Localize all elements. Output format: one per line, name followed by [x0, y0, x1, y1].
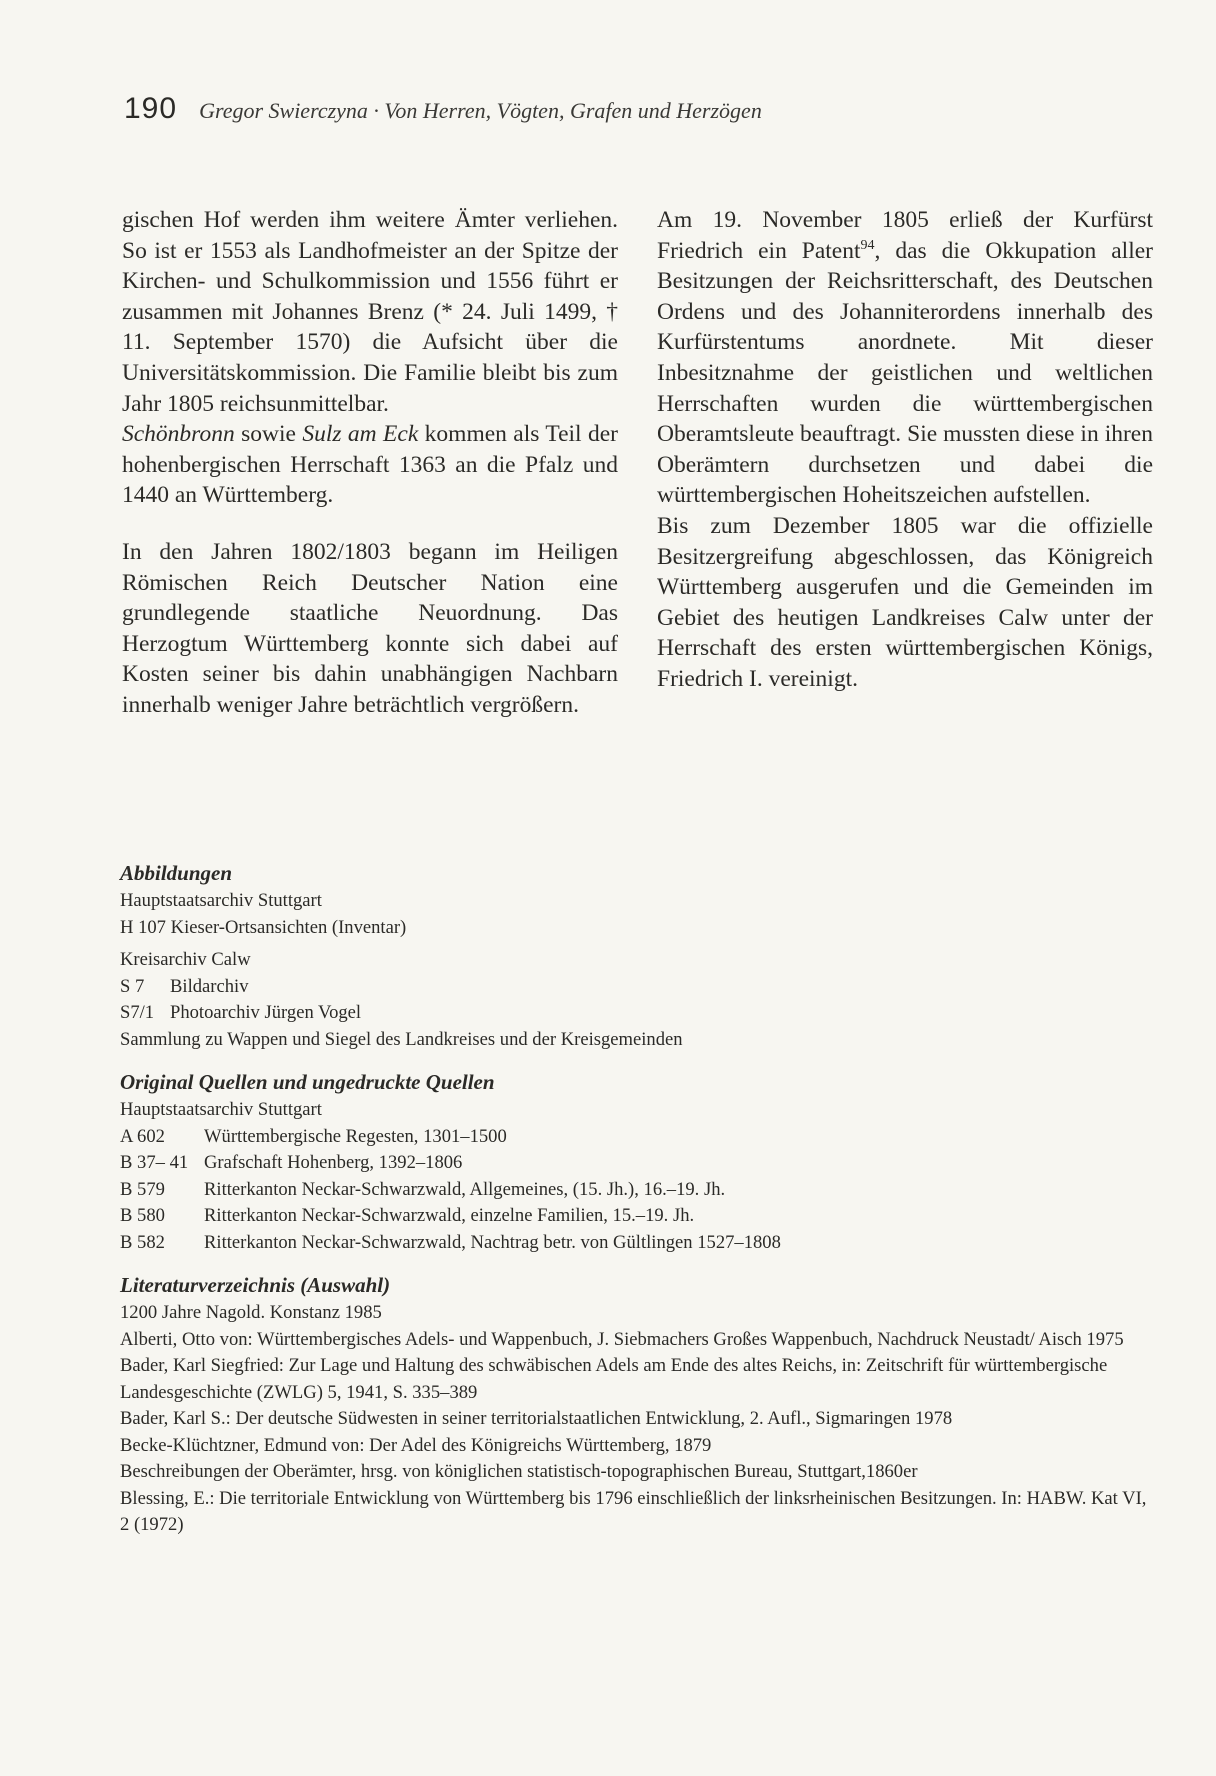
page-number: 190: [124, 92, 178, 125]
right-column: [657, 205, 1153, 695]
abbildungen-heading: Abbildungen: [120, 861, 233, 885]
place-schoenbronn: Schönbronn: [122, 421, 235, 448]
paragraph-text: , das die Okkupation aller Besitzungen der Reichsritterschaft, des Deutschen Ordens und des Johanniterordens innerhalb des Kurfürstentums anordnete. Mit dieser Inbesitznahme der geistlichen und weltlichen Herrschaften wurden die württembergischen Oberamtsleute beauftragt. Sie mussten diese in ihren Oberämtern durchsetzen und dabei die württembergischen Hoheitszeichen aufstellen.: [657, 237, 1153, 509]
entry-text: Bildarchiv: [170, 975, 249, 997]
entry-text: Photoarchiv Jürgen Vogel: [170, 1002, 362, 1023]
entry-code: A 602: [120, 1125, 165, 1147]
place-sulz-am-eck: Sulz am Eck: [302, 421, 419, 448]
literature-entry: Blessing, E.: Die territoriale Entwicklung von Württemberg bis 1796 einschließlich der linksrheinischen Besitzungen. In: HABW. Kat VI, 2 (1972): [120, 1487, 1147, 1535]
running-title: Gregor Swierczyna · Von Herren, Vögten, Grafen und Herzögen: [199, 98, 762, 123]
archive-entry: [120, 915, 1160, 942]
entry-code: S 7: [120, 975, 145, 997]
archive-line: Hauptstaatsarchiv Stuttgart: [120, 1099, 322, 1120]
paragraph-text: Am 19. November 1805 erließ der Kurfürst Friedrich ein Patent: [657, 207, 1153, 264]
literatur-heading: Literaturverzeichnis (Auswahl): [120, 1273, 391, 1297]
running-header: [124, 92, 762, 126]
right-paragraph-1: [657, 205, 1153, 511]
entry-text: Württembergische Regesten, 1301–1500: [204, 1125, 507, 1147]
archive-entry: [120, 974, 1160, 1001]
literature-entry: Alberti, Otto von: Württembergisches Adels- und Wappenbuch, J. Siebmachers Großes Wappenbuch, Nachdruck Neustadt/ Aisch 1975: [120, 1328, 1124, 1350]
entry-code: B 579: [120, 1178, 165, 1200]
entry-text: Ritterkanton Neckar-Schwarzwald, Nachtrag betr. von Gültlingen 1527–1808: [204, 1231, 781, 1253]
entry-code: B 37– 41: [120, 1152, 189, 1173]
archive-line: Hauptstaatsarchiv Stuttgart: [120, 890, 322, 911]
entry-text: Grafschaft Hohenberg, 1392–1806: [204, 1152, 463, 1173]
literature-entry: Beschreibungen der Oberämter, hrsg. von königlichen statistisch-topographischen Bureau, Stuttgart,1860er: [120, 1461, 918, 1482]
literature-entry: Becke-Klüchtzner, Edmund von: Der Adel des Königreichs Württemberg, 1879: [120, 1434, 712, 1456]
literature-entry: Bader, Karl Siegfried: Zur Lage und Haltung des schwäbischen Adels am Ende des altes Reichs, in: Zeitschrift für württembergische Landesgeschichte (ZWLG) 5, 1941, S. 335–389: [120, 1355, 1108, 1403]
source-entry: [120, 1177, 1160, 1204]
paragraph-text: kommen als Teil der hohenbergischen Herrschaft 1363 an die Pfalz und 1440 an Württemberg.: [122, 421, 618, 509]
entry-text: Ritterkanton Neckar-Schwarzwald, Allgemeines, (15. Jh.), 16.–19. Jh.: [204, 1178, 726, 1200]
entry-text: Ritterkanton Neckar-Schwarzwald, einzelne Familien, 15.–19. Jh.: [204, 1205, 695, 1226]
literature-entry: Bader, Karl S.: Der deutsche Südwesten in seiner territorialstaatlichen Entwicklung, 2. Aufl., Sigmaringen 1978: [120, 1408, 953, 1429]
source-entry: [120, 1203, 1160, 1230]
entry-code: B 582: [120, 1231, 165, 1253]
source-entry: [120, 1230, 1160, 1257]
paragraph-text: sowie: [234, 421, 303, 448]
left-paragraph-2: [122, 419, 618, 511]
left-paragraph-1: gischen Hof werden ihm weitere Ämter verliehen. So ist er 1553 als Landhofmeister an der Spitze der Kirchen- und Schulkommission und 1556 führt er zusammen mit Johannes Brenz (* 24. Juli 1499, † 11. September 1570) die Aufsicht über die Universitätskommission. Die Familie bleibt bis zum Jahr 1805 reichsunmittelbar.: [122, 207, 618, 417]
source-entry: [120, 1124, 1160, 1151]
entry-code: S7/1: [120, 1002, 155, 1023]
footnote-marker[interactable]: 94: [860, 237, 875, 253]
left-paragraph-3: In den Jahren 1802/1803 begann im Heiligen Römischen Reich Deutscher Nation eine grundlegende staatliche Neuordnung. Das Herzogtum Württemberg konnte sich dabei auf Kosten seiner bis dahin unabhängigen Nachbarn innerhalb weniger Jahre beträchtlich vergrößern.: [122, 538, 618, 718]
left-column: [122, 205, 618, 721]
source-entry: [120, 1150, 1160, 1177]
sammlung-line: Sammlung zu Wappen und Siegel des Landkreises und der Kreisgemeinden: [120, 1028, 683, 1050]
archive-entry: [120, 1000, 1160, 1027]
right-paragraph-2: Bis zum Dezember 1805 war die offizielle Besitzergreifung abgeschlossen, das Königreich Württemberg ausgerufen und die Gemeinden im Gebiet des heutigen Landkreises Calw unter der Herrschaft des ersten württembergischen Königs, Friedrich I. vereinigt.: [657, 512, 1153, 692]
references-section: [120, 858, 1160, 1539]
literature-entry: 1200 Jahre Nagold. Konstanz 1985: [120, 1302, 382, 1323]
quellen-heading: Original Quellen und ungedruckte Quellen: [120, 1070, 495, 1094]
entry-code: H 107: [120, 916, 166, 938]
entry-code: B 580: [120, 1205, 165, 1226]
archive-line: Kreisarchiv Calw: [120, 949, 251, 970]
entry-text: Kieser-Ortsansichten (Inventar): [170, 916, 407, 938]
